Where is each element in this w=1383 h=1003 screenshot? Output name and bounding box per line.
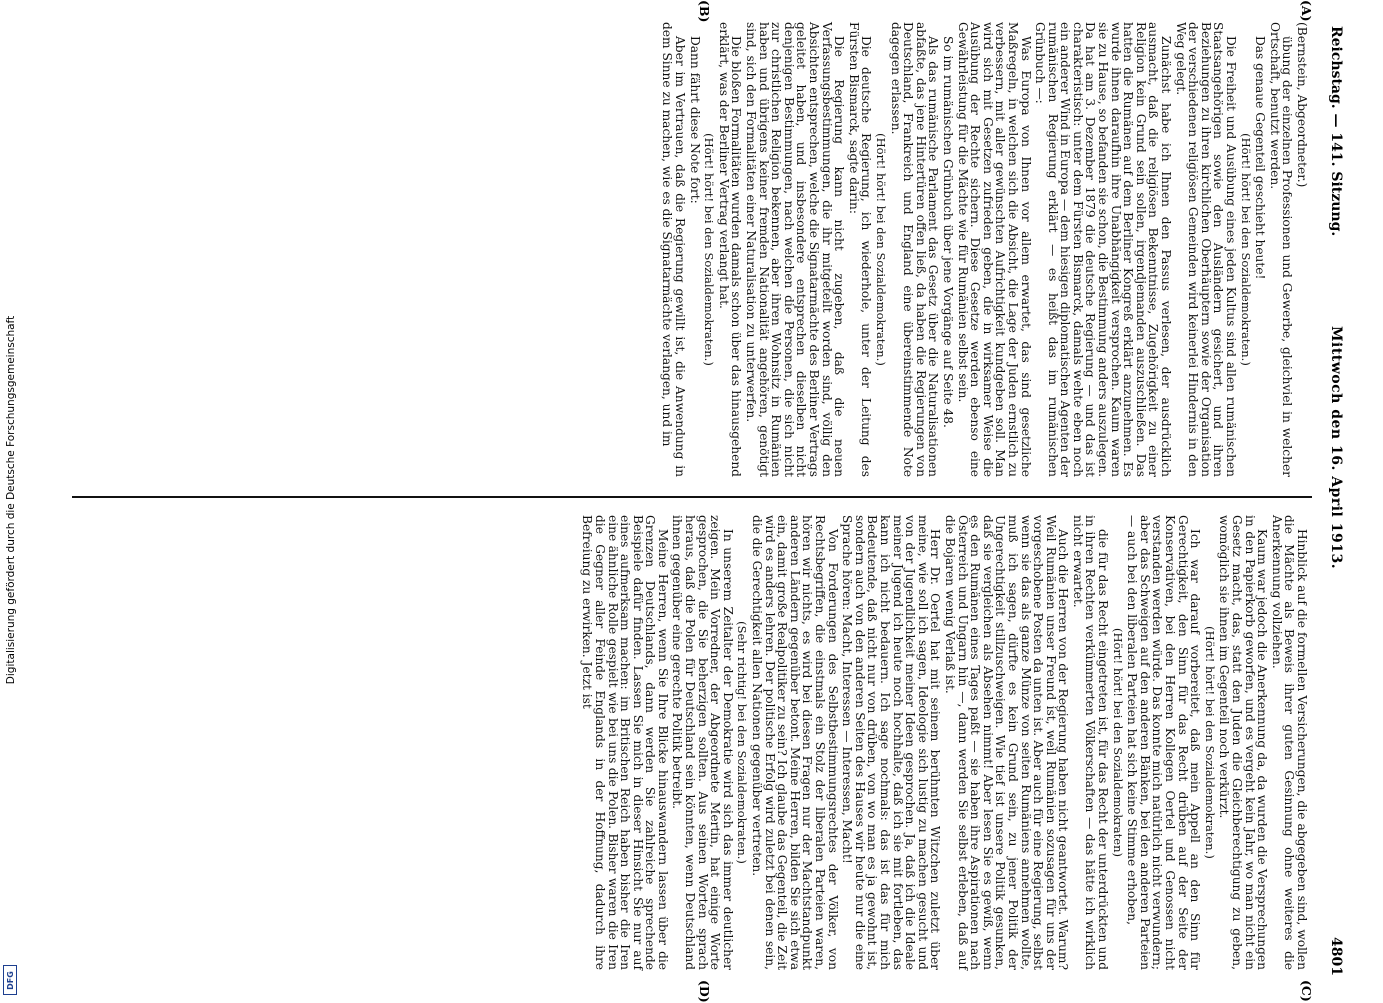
text-paragraph: Auch die Herren von der Regierung haben nicht geantwortet. Warum? Weil Rumänien unser Freund ist, weil Rumänien sozusagen für uns der vorgeschobene Posten da unten ist. Aber auch für eine Regierung, selbst wenn sie das als ganze Münze von seiten Rumäniens annehmen wollte, muß ich sagen, dürfte es kein Grund sein, zu jener Politik der Ungerechtigkeit stillzuschweigen. Wie tief ist unsere Politik gesunken, daß sie vergleichen als Absehen nimmt! Aber lesen Sie es gewiß, wenn es den Rumänen eines Tages paßt — sie haben ihre Aspirationen nach Österreich und Ungarn hin —, dann werden Sie selbst erleben, daß auf die Bojaren wenig Verlaß ist.: [942, 515, 1071, 970]
text-paragraph: Das genaue Gegenteil geschieht heute!: [1253, 36, 1268, 280]
text-paragraph: Als das rumänische Parlament das Gesetz über die Naturalisationen abfaßte, das jene Hintertüren offen ließ, da haben die Regierungen von Deutschland, Frankreich und England eine übereinstimmende Note dagegen erlassen.: [888, 22, 941, 477]
margin-marker-d: (D): [697, 980, 712, 1003]
quote-paragraph: übung der einzelnen Professionen und Gewerbe, gleichviel in welcher Ortschaft, benutzt werden.: [1267, 22, 1295, 477]
quote-paragraph: Aber im Vertrauen, daß die Regierung gewillt ist, die Anwendung in dem Sinne zu machen, wie es die Signatarmächte verlangen, und im: [660, 22, 688, 477]
text-paragraph: Von Forderungen des Selbstbestimmungsrechtes der Völker, von Rechtsbegriffen, die einstmals ein Stolz der liberalen Parteien waren, hören wir nichts, es wird bei diesen Fragen nur der Machtstandpunkt anderen Ländern gegenüber betont. Meine Herren, bilden Sie sich etwa ein, damit große Realpolitiker zu sein? Ich glaube das Gegenteil, die Zeit wird es anders lehren. Der politische Erfolg wird zuletzt bei denen sein, die die Gerechtigkeit allen Nationen gegenüber vertreten.: [750, 515, 840, 970]
margin-marker-a: (A): [1299, 0, 1314, 22]
interjection: (Hört! hört! bei den Sozialdemokraten): [1110, 627, 1125, 857]
interjection: (Hört! hört! bei den Sozialdemokraten.): [1238, 133, 1253, 366]
text-paragraph: In unserem Zeitalter der Demokratie wird sich das immer deutlicher zeigen. Mein Vorredner, der Abgeordnete Mertin, hat einige Worte gesprochen, die Sie beherzigen sollten. Aus seinen Worten sprach heraus, daß die Polen für Deutschland sein könnten, wenn Deutschland ihnen gegenüber eine gerechte Politik betreibt.: [670, 515, 735, 970]
header-session: Reichstag. — 141. Sitzung.: [1328, 26, 1344, 237]
quote-paragraph: Die Regierung kann nicht zugeben, daß die neuen Verfassungsbestimmungen, die ihr mitgeteilt worden sind, völlig den Absichten entsprechen, welche die Signatarmächte des Berliner Vertrags geleitet haben, und insbesondere entsprechen dieselben nicht denjenigen Bestimmungen, nach welchen die Personen, die sich nicht zur christlichen Religion bekennen, aber ihren Wohnsitz in Rumänien haben und übrigens keiner fremden Nationalität angehören, genötigt sind, sich den Formalitäten einer Naturalisation zu unterwerfen.: [744, 22, 847, 477]
margin-marker-c: (C): [1299, 980, 1314, 1002]
interjection: (Hört! hört! bei den Sozialdemokraten.): [702, 133, 717, 366]
sidebar: [0, 0, 22, 1000]
interjection: (Hört! hört! bei den Sozialdemokraten.): [1202, 626, 1217, 859]
text-paragraph: Kaum war jedoch die Anerkennung da, da wurden die Versprechungen in den Papierkorb geworfen, und es vergeht kein Jahr, wo man nicht ein Gesetz macht, das, statt den Juden die Gleichberechtigung zu geben, womöglich sie ihnen im Gegenteil noch verkürzt.: [1217, 515, 1270, 970]
digitization-credit: Digitalisierung gefördert durch die Deutsche Forschungsgemeinschaft: [5, 315, 17, 685]
text-paragraph: Die bloßen Formalitäten wurden damals schon über das hinausgehend erklärt, was der Berliner Vertrag verlangt hat.: [716, 22, 744, 477]
text-paragraph: Zunächst habe ich Ihnen den Passus verlesen, der ausdrücklich ausmacht, daß die religiösen Bekenntnisse, Zugehörigkeit zu einer Religion kein Grund sein sollen, irgendjemanden auszuschließen. Das hatten die Rumänen auf dem Berliner Kongreß erklärt anzunehmen. Es wurde ihnen daraufhin ihre Unabhängigkeit versprochen. Kaum waren sie zu Hause, so befanden sie schon, die Bestimmung anders auszulegen. Da hat am 3. Dezember 1879 die deutsche Regierung — und das ist charakteristisch: unter dem Fürsten Bismarck, damals wehte eben noch ein anderer Wind in Europa — dem hiesigen diplomatischen Agenten der rumänischen Regierung erklärt — es heißt das im rumänischen Grünbuch —:: [1033, 22, 1174, 477]
page-number: 4801: [1328, 937, 1344, 976]
text-paragraph: Die deutsche Regierung, ich wiederhole, unter der Leitung des Fürsten Bismarck, sagte darin:: [846, 22, 874, 477]
rotated-page-content: [60, 0, 1352, 1003]
text-paragraph: Herr Dr. Oertel hat mit seinem berühmten Witzchen zuletzt über meine, wie soll ich sagen, Ideologie sich lustig zu machen gesucht und von der Jugendlichkeit meiner Ideen gesprochen. Ja, daß ich die Ideale meiner Jugend ich heute noch hochhalte, daß ich sie mit fortleben, das kann ich nicht bedauern. Ich sage nochmals: das ist das für mich Bedeutende, daß nicht nur von drüben, von wo man es ja gewohnt ist, sondern auch von den anderen Seiten des Hauses wir heute nur die eine Sprache hören: Macht, Interessen — Interessen, Macht!: [840, 515, 943, 970]
column-divider: [72, 496, 1312, 498]
interjection: (Hört! hört! bei den Sozialdemokraten.): [874, 133, 888, 366]
text-paragraph: die für das Recht eingetreten ist, für das Recht der unterdrückten und in ihren Rechten verkümmerten Völkerschaften — das hätte ich wirklich nicht erwartet.: [1070, 515, 1111, 970]
dfg-logo: DFG: [3, 965, 17, 995]
left-column: [73, 22, 1308, 477]
interjection: (Sehr richtig! bei den Sozialdemokraten.): [735, 621, 750, 864]
quote-paragraph: Was Europa von Ihnen vor allem erwartet, das sind gesetzliche Maßregeln, in welchen sich die Absicht, die Lage der Juden ernstlich zu verbessern, mit aller gewünschten Aufrichtigkeit kundgeben soll. Man wird sich mit Gesetzen zufrieden geben, die in wirksamer Weise die Ausübung der Rechte sichern. Diese Gesetze werden ebenso eine Gewährleistung für die Mächte wie für Rumänien selbst sein.: [955, 22, 1033, 477]
quote-paragraph: Hinblick auf die formellen Versicherungen, die abgegeben sind, wollen die Mächte als Beweis ihrer guten Gesinnung ohne weiteres die Anerkennung vollziehen.: [1269, 515, 1309, 970]
margin-marker-b: (B): [697, 0, 712, 23]
speaker-name: (Bernstein, Abgeordneter.): [1295, 22, 1309, 188]
quote-paragraph: Die Freiheit und Ausübung eines jeden Kultus sind allen rumänischen Staatsangehörigen sowie den Ausländern gesichert, und ihren Beziehungen zu ihren kirchlichen Oberhäuptern sowie der Organisation der verschiedenen religiösen Gemeinden wird keinerlei Hindernis in den Weg gelegt.: [1173, 22, 1239, 477]
right-column: [73, 515, 1308, 970]
text-paragraph: Ich war darauf vorbereitet, daß mein Appell an den Sinn für Gerechtigkeit, den Sinn für das Recht drüben auf der Seite der Konservativen, bei den Herren Kollegen Oertel und Genossen nicht verstanden werden würde. Das konnte mich natürlich nicht verwundern; aber das Schweigen auf den anderen Bänken, bei den anderen Parteien — auch bei den liberalen Parteien hat sich keine Stimme erhoben,: [1125, 515, 1203, 970]
header-date: Mittwoch den 16. April 1913.: [1328, 326, 1344, 570]
scanned-page: [60, 0, 1352, 1003]
text-paragraph: Dann fährt diese Note fort:: [687, 36, 702, 204]
text-paragraph: Meine Herren, wenn Sie Ihre Blicke hinauswandern lassen über die Grenzen Deutschlands, dann werden Sie zahlreiche sprechende Beispiele dafür finden. Lassen Sie mich in dieser Hinsicht Sie nur auf eines aufmerksam machen: im Britischen Reich haben bisher die Iren eine ähnliche Rolle gespielt wie bei uns die Polen. Bisher waren die Iren die Gegner aller Feinde Englands in der Hoffnung, dadurch ihre Befreiung zu erwirken. Jetzt ist: [580, 515, 670, 970]
page-header: [1320, 26, 1344, 976]
text-paragraph: So im rumänischen Grünbuch über jene Vorgänge auf Seite 48.: [940, 36, 955, 428]
